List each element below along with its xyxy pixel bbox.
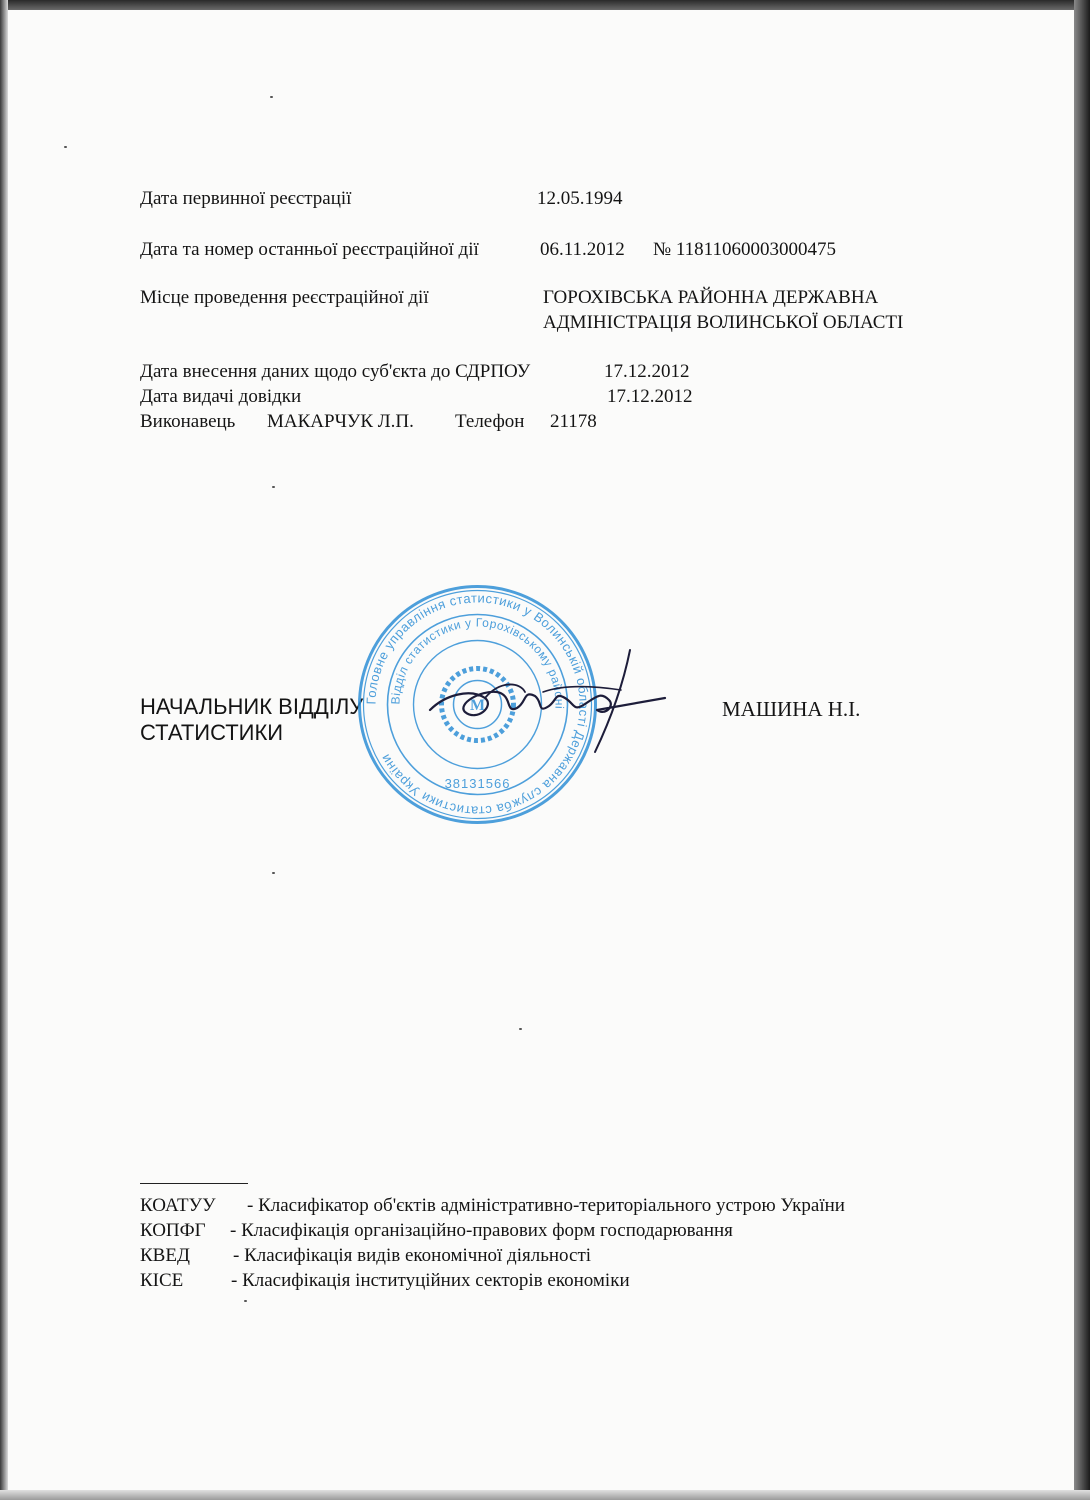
footnote-text: - Класифікатор об'єктів адміністративно-територіального устрою України	[247, 1195, 845, 1216]
footnote-text: - Класифікація організаційно-правових форм господарювання	[230, 1220, 733, 1241]
place-value-line1: ГОРОХІВСЬКА РАЙОННА ДЕРЖАВНА	[543, 287, 879, 308]
scan-speck	[272, 486, 275, 488]
footnote-abbr: КОАТУУ	[140, 1195, 216, 1216]
stamp-inner-text: Відділ статистики у Горохівському районі	[388, 615, 567, 710]
scan-edge-right	[1074, 0, 1090, 1500]
footnote-abbr: КВЕД	[140, 1245, 190, 1266]
signer-position-line2: СТАТИСТИКИ	[140, 720, 284, 745]
scan-edge-bottom	[0, 1490, 1090, 1500]
place-value-line2: АДМІНІСТРАЦІЯ ВОЛИНСЬКОЇ ОБЛАСТІ	[543, 312, 904, 333]
scan-speck	[270, 96, 273, 98]
edrpou-entry-value: 17.12.2012	[604, 361, 690, 382]
executor-value: МАКАРЧУК Л.П.	[267, 411, 414, 432]
scan-speck	[244, 1300, 247, 1302]
footnote-abbr: КОПФГ	[140, 1220, 206, 1241]
scan-speck	[64, 146, 67, 148]
edrpou-entry-label: Дата внесення даних щодо суб'єкта до СДРПОУ	[140, 361, 531, 382]
footnote-divider	[140, 1183, 248, 1184]
footnote-text: - Класифікація інституційних секторів економіки	[231, 1270, 630, 1291]
stamp-outer-text: Головне управління статистики у Волинській області Державна служба статистики України	[363, 590, 592, 819]
scan-edge-left	[0, 0, 8, 1500]
issue-date-label: Дата видачі довідки	[140, 386, 302, 407]
scan-edge-top	[0, 0, 1090, 10]
last-action-number: № 11811060003000475	[653, 239, 836, 260]
footnote-text: - Класифікація видів економічної діяльності	[233, 1245, 592, 1266]
footnote-abbr: КІСЕ	[140, 1270, 184, 1291]
handwritten-signature	[425, 640, 675, 760]
executor-label: Виконавець	[140, 411, 236, 432]
primary-registration-label: Дата первинної реєстрації	[140, 188, 352, 209]
stamp-center-emblem-icon: М	[469, 697, 486, 714]
issue-date-value: 17.12.2012	[607, 386, 693, 407]
last-action-label: Дата та номер останньої реєстраційної дії	[140, 239, 479, 260]
scan-speck	[272, 872, 275, 874]
phone-value: 21178	[550, 411, 597, 432]
primary-registration-value: 12.05.1994	[537, 188, 623, 209]
stamp-code: 38131566	[444, 776, 511, 791]
last-action-date: 06.11.2012	[540, 239, 625, 260]
place-label: Місце проведення реєстраційної дії	[140, 287, 429, 308]
signer-position-line1: НАЧАЛЬНИК ВІДДІЛУ	[140, 694, 364, 719]
signer-name: МАШИНА Н.І.	[722, 697, 861, 721]
scan-speck	[519, 1028, 522, 1030]
phone-label: Телефон	[455, 411, 525, 432]
